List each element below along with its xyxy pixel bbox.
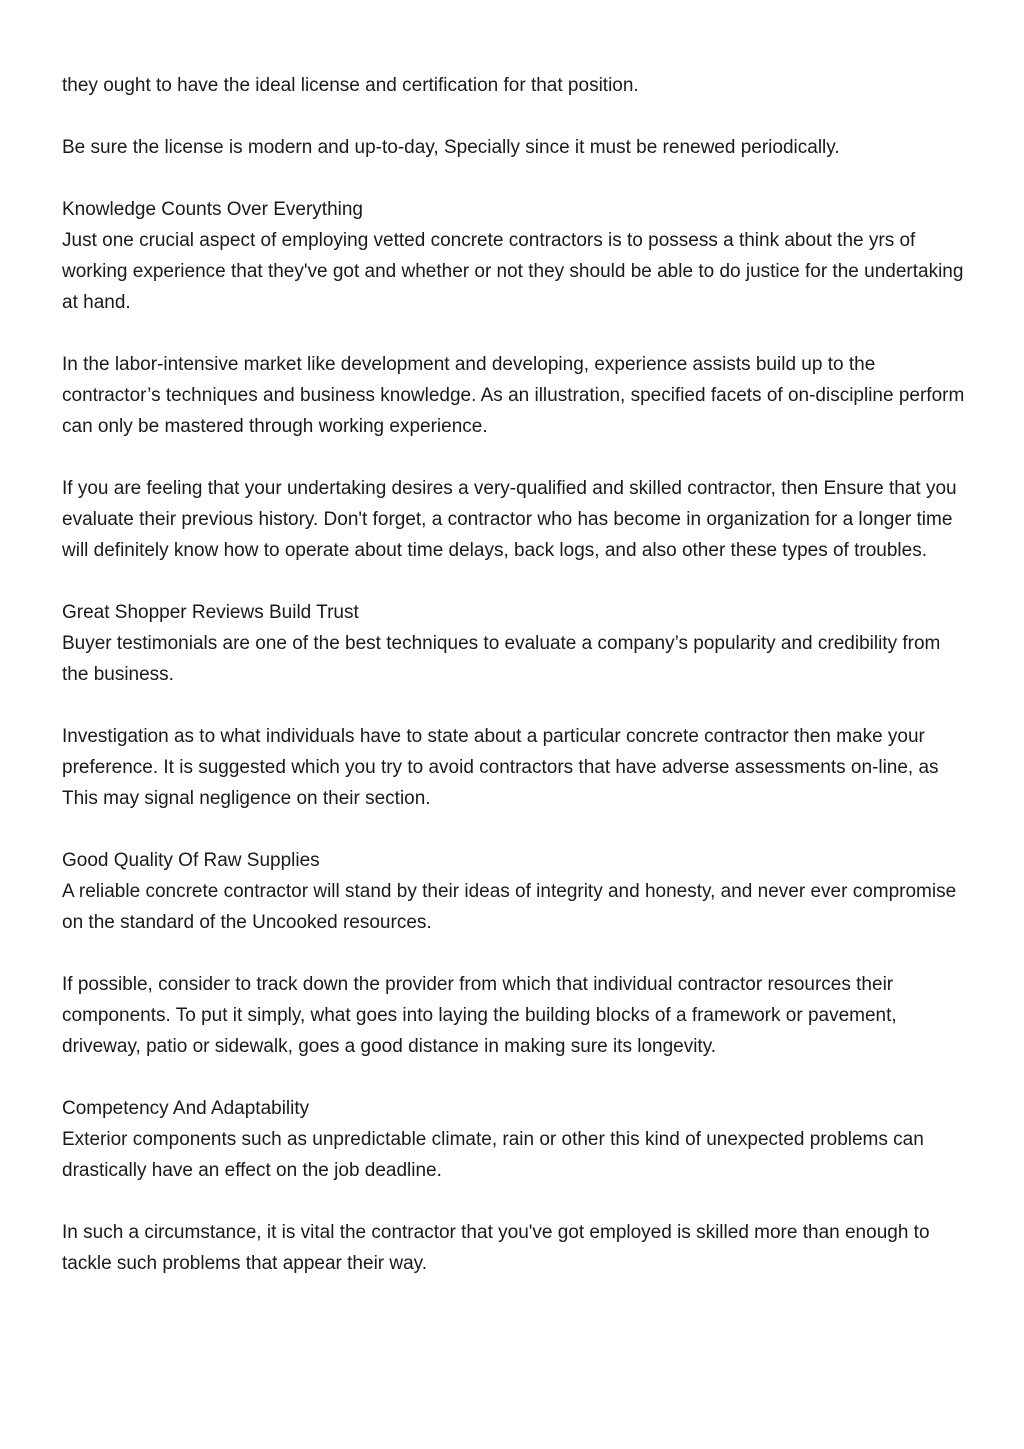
section-paragraph: In the labor-intensive market like development and developing, experience assists build up to the contractor’s techniques and business knowledge. As an illustration, specified facets of on-discipline perform can only be mastered through working experience.	[62, 354, 965, 437]
document-page	[62, 70, 972, 1310]
section-heading: Good Quality Of Raw Supplies	[62, 850, 320, 871]
section-knowledge	[62, 194, 972, 318]
section-reviews	[62, 597, 972, 690]
section-paragraph: If you are feeling that your undertaking desires a very-qualified and skilled contractor, then Ensure that you evaluate their previous history. Don't forget, a contractor who has become in organization for a longer time will definitely know how to operate about time delays, back logs, and also other these types of troubles.	[62, 478, 957, 561]
section-paragraph: In such a circumstance, it is vital the contractor that you've got employed is skilled more than enough to tackle such problems that appear their way.	[62, 1222, 930, 1274]
section-heading: Great Shopper Reviews Build Trust	[62, 602, 359, 623]
paragraph-license-renewal: Be sure the license is modern and up-to-day, Specially since it must be renewed periodically.	[62, 137, 840, 158]
section-paragraph: A reliable concrete contractor will stand by their ideas of integrity and honesty, and never ever compromise on the standard of the Uncooked resources.	[62, 881, 957, 933]
section-paragraph: Exterior components such as unpredictable climate, rain or other this kind of unexpected problems can drastically have an effect on the job deadline.	[62, 1129, 924, 1181]
section-paragraph: If possible, consider to track down the provider from which that individual contractor resources their components. To put it simply, what goes into laying the building blocks of a framework or pavement, driveway, patio or sidewalk, goes a good distance in making sure its longevity.	[62, 974, 897, 1057]
section-paragraph: Buyer testimonials are one of the best techniques to evaluate a company’s popularity and credibility from the business.	[62, 633, 941, 685]
section-paragraph: Investigation as to what individuals have to state about a particular concrete contractor then make your preference. It is suggested which you try to avoid contractors that have adverse assessments on-line, as This may signal negligence on their section.	[62, 726, 939, 809]
section-paragraph: Just one crucial aspect of employing vetted concrete contractors is to possess a think about the yrs of working experience that they've got and whether or not they should be able to do justice for the undertaking at hand.	[62, 230, 964, 313]
paragraph-license-certification: they ought to have the ideal license and certification for that position.	[62, 75, 639, 96]
section-heading: Competency And Adaptability	[62, 1098, 310, 1119]
section-raw-supplies	[62, 845, 972, 938]
section-heading: Knowledge Counts Over Everything	[62, 199, 363, 220]
section-competency	[62, 1093, 972, 1186]
